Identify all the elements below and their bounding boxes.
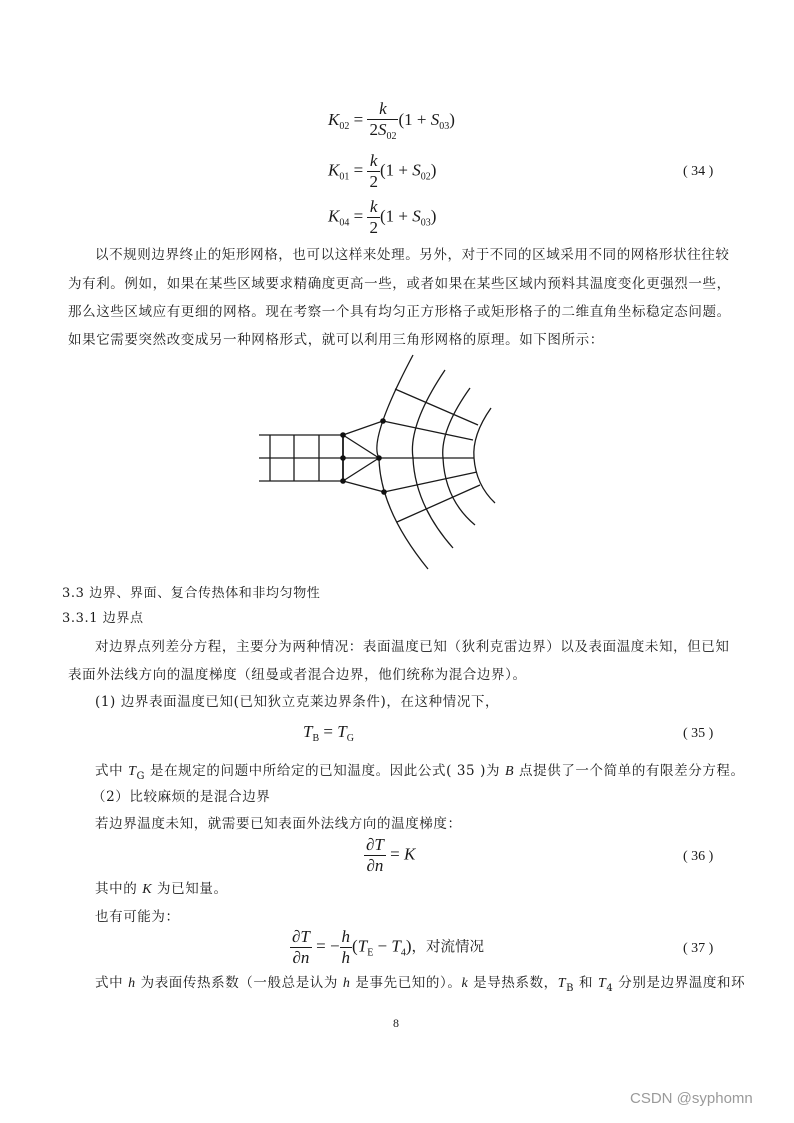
paragraph-1-line-3: 那么这些区域应有更细的网格。现在考察一个具有均匀正方形格子或矩形格子的二维直角坐标稳定态问题。 [68,304,731,320]
tri-edge [343,481,384,492]
line-after-eq-36: 其中的 K 为已知量。 [95,881,228,897]
radial-line [397,485,480,522]
node [340,432,346,438]
line-maybe: 也有可能为： [95,909,180,925]
tri-edge [343,435,379,458]
tri-edge [343,421,383,435]
last-line: 式中 h 为表面传热系数（一般总是认为 h 是事先已知的）。k 是导热系数，$T_B$ 和 $T_4$ 分别是边界温度和环 [95,975,746,994]
watermark: CSDN @syphomn [630,1090,753,1107]
node [340,455,346,461]
equation-36: $\frac{\partial T}{\partial n}$ = K [366,835,416,875]
arc-2 [412,370,453,548]
line-after-eq-35: 式中 $T_G$ 是在规定的问题中所给定的已知温度。因此公式( 35 )为 B 点提供了一个简单的有限差分方程。 [95,763,745,782]
equation-35: $T_B = T_G$ [303,722,354,744]
equation-number-34: ( 34 ) [683,164,714,179]
equation-34-line-2: $K_{01}$ = $\frac{k}{2}$ $(1 + S_{02})$ [328,151,437,191]
section-heading-3-3: 3.3 边界、界面、复合传热体和非均匀物性 [62,586,321,601]
node [376,455,382,461]
arc-3 [443,388,475,525]
tri-edge [343,458,379,481]
equation-34-line-3: $K_{04}$ = $\frac{k}{2}$ $(1 + S_{03})$ [328,197,437,237]
equation-number-36: ( 36 ) [683,849,714,864]
arc-1 [377,355,428,569]
node [381,489,387,495]
paragraph-2-line-1: 对边界点列差分方程，主要分为两种情况：表面温度已知（狄利克雷边界）以及表面温度未知，但已知 [95,639,730,655]
line-before-eq-36: 若边界温度未知，就需要已知表面外法线方向的温度梯度： [95,816,462,832]
equation-37: $\frac{\partial T}{\partial n}$ = − $\frac{h}{h}$ $(T_E - T_4)$，对流情况 [292,927,485,967]
paragraph-1-line-4: 如果它需要突然改变成另一种网格形式，就可以利用三角形网格的原理。如下图所示： [68,332,604,348]
arc-4 [474,408,495,503]
item-1-text: (1) 边界表面温度已知(已知狄立克莱边界条件)，在这种情况下， [95,694,500,710]
equation-number-35: ( 35 ) [683,726,714,741]
node [340,478,346,484]
paragraph-2-line-2: 表面外法线方向的温度梯度（纽曼或者混合边界，他们统称为混合边界）。 [68,667,527,683]
paragraph-1-line-1: 以不规则边界终止的矩形网格，也可以这样来处理。另外，对于不同的区域采用不同的网格形状往往较 [95,247,730,263]
equation-34-line-1: $K_{02}$ = $\frac{k}{2S_{02}}$ $(1 + S_{03})$ [328,99,455,142]
section-heading-3-3-1: 3.3.1 边界点 [62,611,144,626]
radial-line [384,472,477,492]
node [380,418,386,424]
equation-number-37: ( 37 ) [683,941,714,956]
paragraph-1-line-2: 为有利。例如，如果在某些区域要求精确度更高一些，或者如果在某些区域内预料其温度变化更强烈一些， [68,276,731,292]
item-2-text: （2）比较麻烦的是混合边界 [92,789,271,805]
page-number: 8 [393,1016,399,1030]
radial-line [383,421,473,440]
